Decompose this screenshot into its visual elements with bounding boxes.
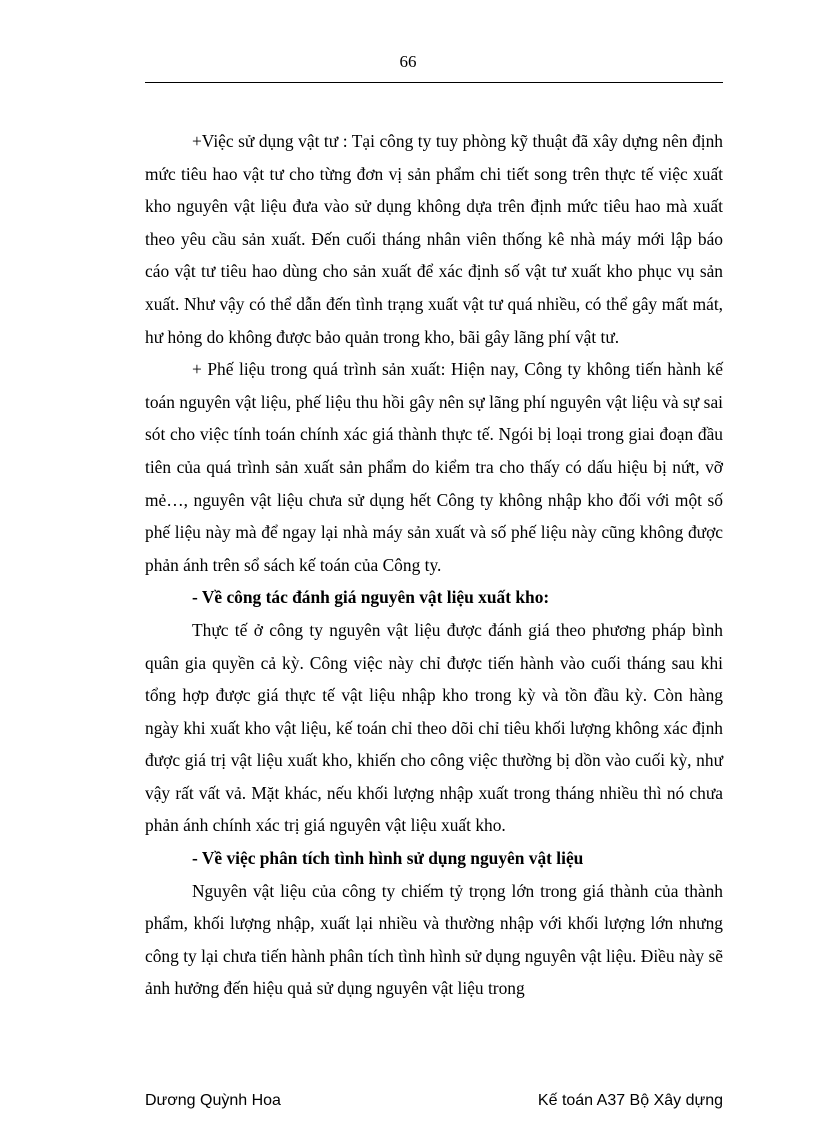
paragraph-valuation: Thực tế ở công ty nguyên vật liệu được đánh giá theo phương pháp bình quân gia quyền cả kỳ. Công việc này chỉ được tiến hành vào cuối tháng sau khi tổng hợp được giá thực tế vật liệu nhập kho trong kỳ và tồn đầu kỳ. Còn hàng ngày khi xuất kho vật liệu, kế toán chỉ theo dõi chỉ tiêu khối lượng không xác định được giá trị vật liệu xuất kho, khiến cho công việc thường bị dồn vào cuối kỳ, như vậy rất vất vả. Mặt khác, nếu khối lượng nhập xuất trong tháng nhiều thì nó chưa phản ánh chính xác trị giá nguyên vật liệu xuất kho.: [145, 619, 723, 836]
footer-author: Dương Quỳnh Hoa: [145, 1092, 281, 1109]
paragraph-analysis: Nguyên vật liệu của công ty chiếm tỷ trọng lớn trong giá thành của thành phẩm, khối lượng nhập, xuất lại nhiều và thường nhập với khối lượng lớn nhưng công ty lại chưa tiến hành phân tích tình hình sử dụng nguyên vật liệu. Điều này sẽ ảnh hưởng đến hiệu quả sử dụng nguyên vật liệu trong: [145, 880, 723, 999]
header-divider: [145, 82, 723, 83]
paragraph-scrap: + Phế liệu trong quá trình sản xuất: Hiện nay, Công ty không tiến hành kế toán nguyên vật liệu, phế liệu thu hồi gây nên sự lãng phí nguyên vật liệu và sự sai sót cho việc tính toán chính xác giá thành thực tế. Ngói bị loại trong giai đoạn đầu tiên của quá trình sản xuất sản phẩm do kiểm tra cho thấy có dấu hiệu bị nứt, vỡ mẻ…, nguyên vật liệu chưa sử dụng hết Công ty không nhập kho đối với một số phế liệu này mà để ngay lại nhà máy sản xuất và số phế liệu này cũng không được phản ánh trên sổ sách kế toán của Công ty.: [145, 359, 723, 575]
heading-valuation: - Về công tác đánh giá nguyên vật liệu xuất kho:: [192, 587, 550, 608]
footer-class-info: Kế toán A37 Bộ Xây dựng: [537, 1092, 723, 1109]
document-body: [145, 125, 723, 1005]
heading-analysis: - Về việc phân tích tình hình sử dụng nguyên vật liệu: [192, 848, 584, 869]
page-number: 66: [399, 52, 417, 71]
paragraph-material-usage: +Việc sử dụng vật tư : Tại công ty tuy phòng kỹ thuật đã xây dựng nên định mức tiêu hao vật tư cho từng đơn vị sản phẩm chi tiết song trên thực tế việc xuất kho nguyên vật liệu đưa vào sử dụng không dựa trên định mức tiêu hao mà xuất theo yêu cầu sản xuất. Đến cuối tháng nhân viên thống kê nhà máy mới lập báo cáo vật tư tiêu hao dùng cho sản xuất để xác định số vật tư xuất kho phục vụ sản xuất. Như vậy có thể dẫn đến tình trạng xuất vật tư quá nhiều, có thể gây mất mát, hư hỏng do không được bảo quản trong kho, bãi gây lãng phí vật tư.: [145, 131, 723, 347]
